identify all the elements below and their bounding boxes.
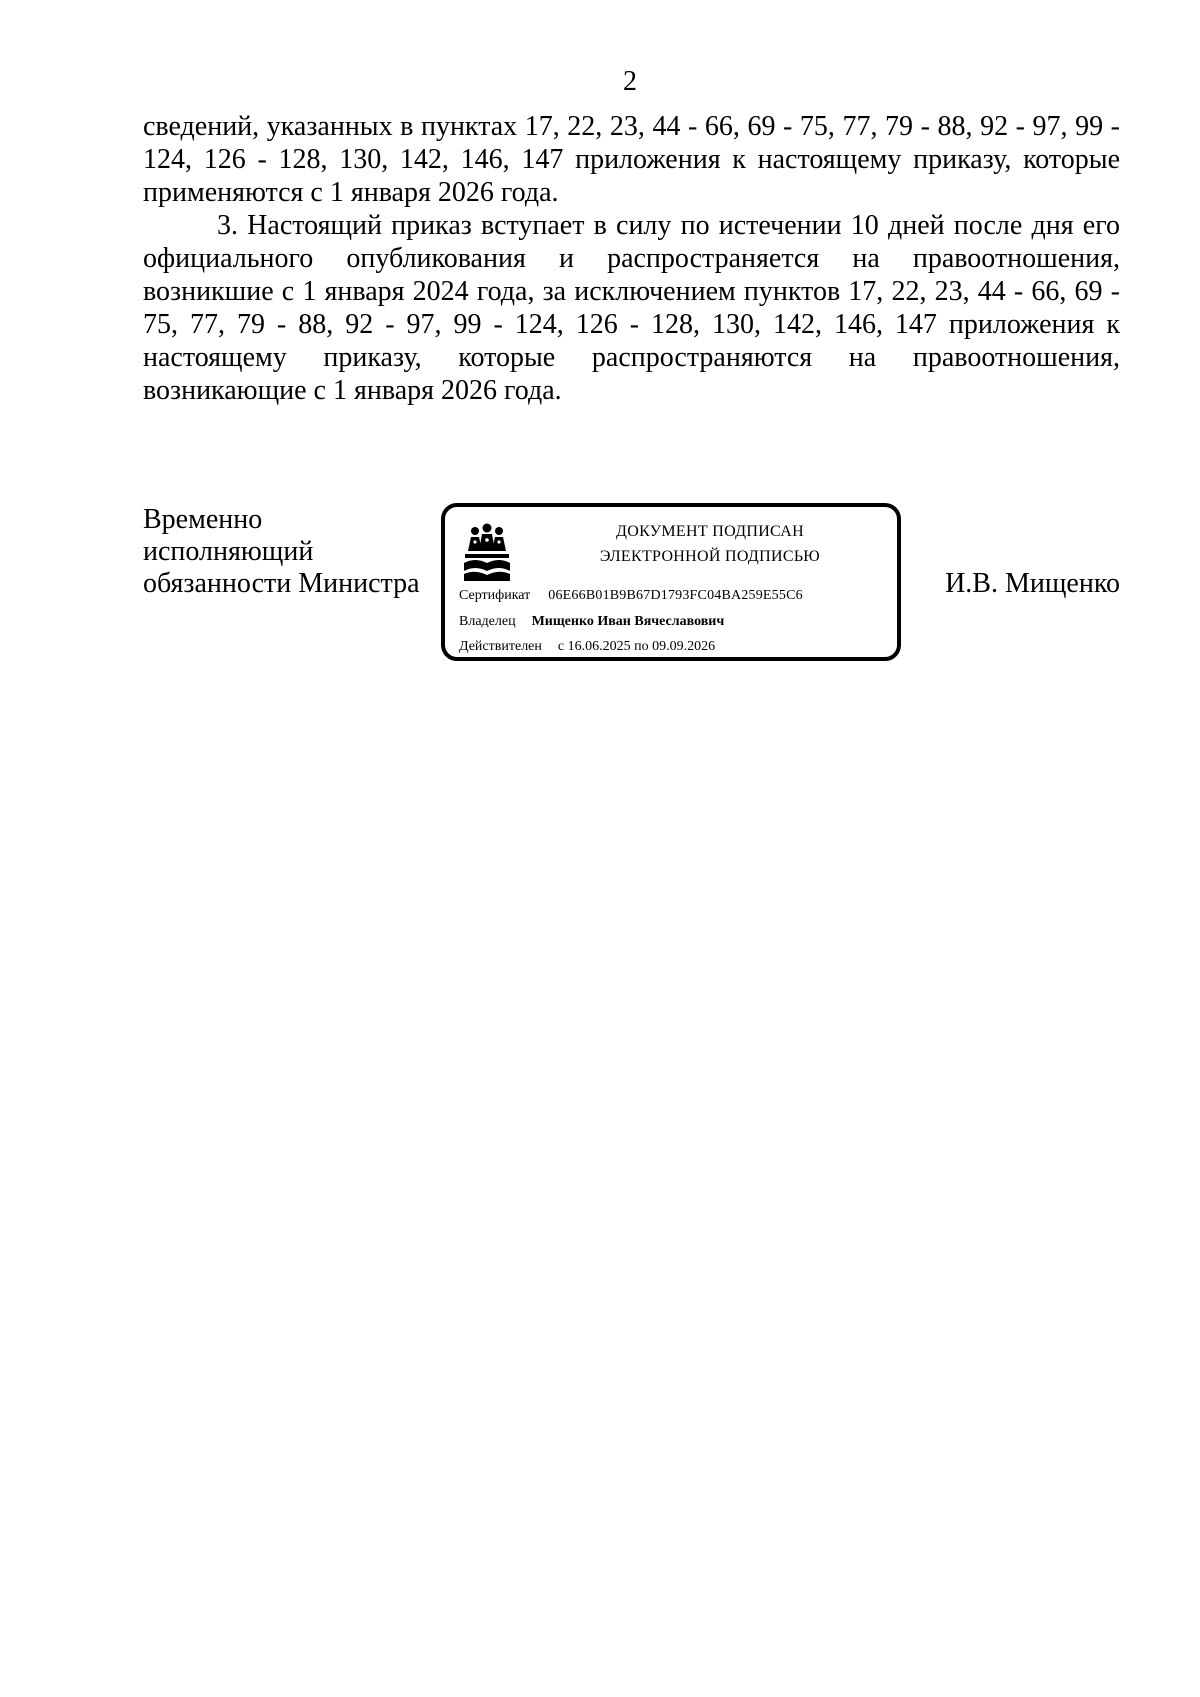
- certificate-label: Сертификат: [459, 588, 531, 603]
- paragraph-continuation: сведений, указанных в пунктах 17, 22, 23, 44 - 66, 69 - 75, 77, 79 - 88, 92 - 97, 99 - 124, 126 - 128, 130, 142, 146, 147 приложения к настоящему приказу, которые применяются с 1 января 2026 года.: [143, 111, 1120, 208]
- signatory-title-line: исполняющий: [143, 536, 314, 567]
- certificate-value: 06E66B01B9B67D1793FC04BA259E55C6: [548, 588, 803, 603]
- owner-label: Владелец: [459, 614, 516, 629]
- owner-value: Мищенко Иван Вячеславович: [531, 614, 725, 629]
- validity-label: Действителен: [459, 639, 542, 654]
- signatory-name: И.В. Мищенко: [945, 568, 1120, 599]
- validity-value: с 16.06.2025 по 09.09.2026: [557, 639, 716, 654]
- stamp-header-line: ДОКУМЕНТ ПОДПИСАН: [616, 523, 804, 540]
- paragraph-clause-3: 3. Настоящий приказ вступает в силу по истечении 10 дней после дня его официального опубликования и распространяется на правоотношения, возникшие с 1 января 2024 года, за исключением пунктов 17, 22, 23, 44 - 66, 69 - 75, 77, 79 - 88, 92 - 97, 99 - 124, 126 - 128, 130, 142, 146, 147 приложения к настоящему приказу, которые распространяются на правоотношения, возникающие с 1 января 2026 года.: [143, 210, 1120, 406]
- signatory-title: [143, 504, 420, 600]
- electronic-signature-stamp: [441, 503, 901, 661]
- coat-of-arms-icon: [462, 521, 512, 583]
- signatory-title-line: Временно: [143, 504, 263, 535]
- page-number: 2: [623, 66, 637, 97]
- stamp-validity-row: [459, 638, 715, 656]
- stamp-header-line: ЭЛЕКТРОННОЙ ПОДПИСЬЮ: [599, 548, 821, 565]
- stamp-header: [525, 519, 895, 569]
- stamp-certificate-row: [459, 587, 803, 605]
- stamp-owner-row: [459, 613, 724, 631]
- signatory-title-line: обязанности Министра: [143, 568, 420, 599]
- document-body: [143, 110, 1120, 407]
